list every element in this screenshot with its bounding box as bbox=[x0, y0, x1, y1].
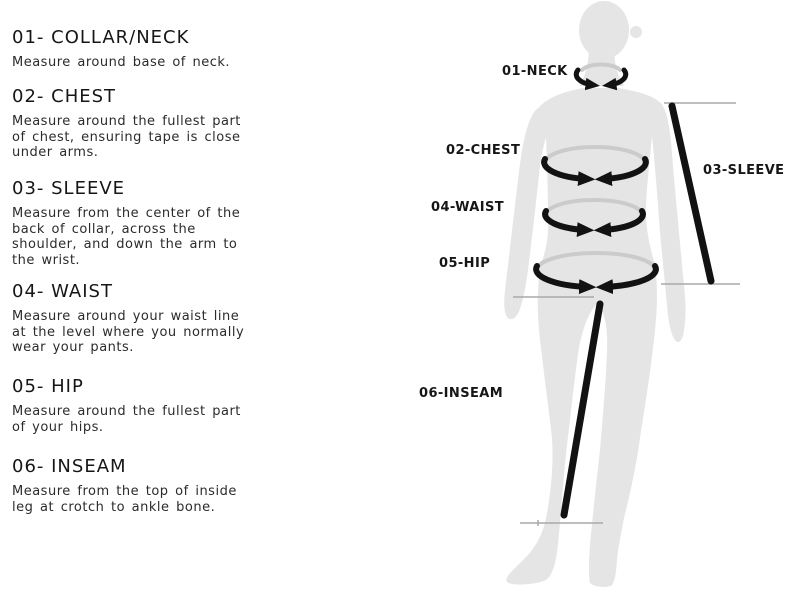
section-description: Measure from the center of the back of collar, across the shoulder, and down the arm to the wrist. bbox=[12, 206, 241, 268]
silhouette-ear bbox=[630, 26, 642, 38]
section-heading: 05- HIP bbox=[12, 376, 84, 397]
diagram-label-waist: 04-WAIST bbox=[431, 200, 504, 215]
diagram-label-hip: 05-HIP bbox=[439, 256, 491, 271]
diagram-label-inseam: 06-INSEAM bbox=[419, 386, 504, 401]
section-description: Measure around your waist line at the level where you normally wear your pants. bbox=[12, 309, 245, 355]
section-description: Measure around the fullest part of your hips. bbox=[12, 404, 241, 435]
section-heading: 01- COLLAR/NECK bbox=[12, 27, 190, 48]
section-description: Measure around the fullest part of chest, ensuring tape is close under arms. bbox=[12, 114, 241, 160]
diagram-label-sleeve: 03-SLEEVE bbox=[703, 163, 785, 178]
section-description: Measure from the top of inside leg at crotch to ankle bone. bbox=[12, 484, 237, 515]
body-silhouette bbox=[504, 1, 685, 587]
diagram-label-chest: 02-CHEST bbox=[446, 143, 521, 158]
section-heading: 03- SLEEVE bbox=[12, 178, 126, 199]
section-heading: 06- INSEAM bbox=[12, 456, 127, 477]
section-heading: 02- CHEST bbox=[12, 86, 117, 107]
section-heading: 04- WAIST bbox=[12, 281, 113, 302]
diagram-label-neck: 01-NECK bbox=[502, 64, 568, 79]
silhouette-torso bbox=[536, 88, 661, 304]
section-description: Measure around base of neck. bbox=[12, 55, 231, 70]
